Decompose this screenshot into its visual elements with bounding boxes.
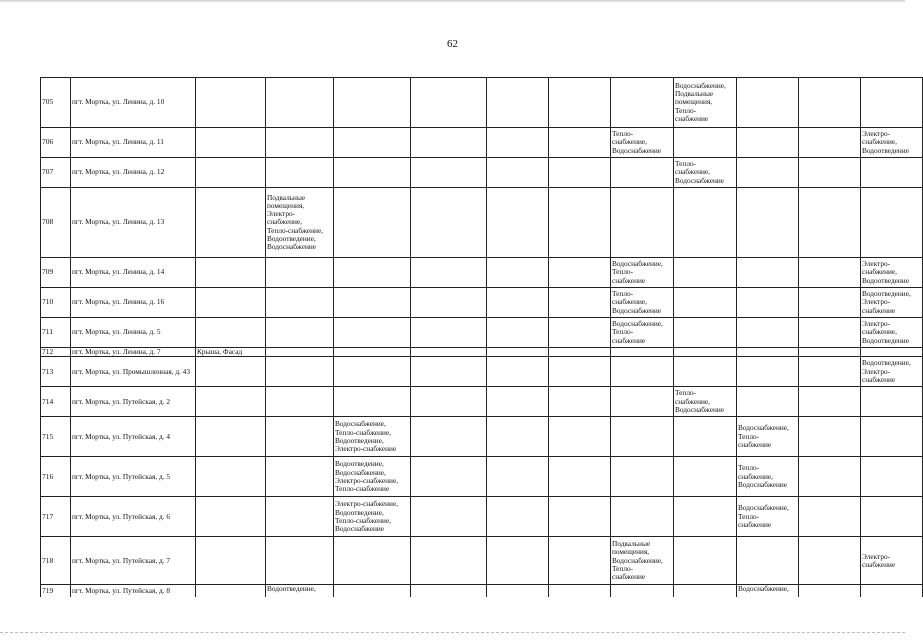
work-type-cell [674, 348, 737, 357]
work-type-cell [196, 128, 266, 158]
scan-edge-bottom [0, 632, 905, 635]
row-number: 707 [41, 158, 71, 188]
work-type-cell [549, 497, 611, 537]
work-type-cell [611, 585, 674, 597]
work-type-cell [266, 288, 334, 318]
row-number: 718 [41, 537, 71, 585]
work-type-cell [799, 158, 861, 188]
work-type-cell [549, 357, 611, 387]
work-type-cell [674, 258, 737, 288]
work-type-cell [266, 78, 334, 128]
work-type-cell [799, 457, 861, 497]
work-type-cell [487, 457, 549, 497]
work-type-cell [549, 417, 611, 457]
address-cell: пгт. Мортка, ул. Путейская, д. 5 [71, 457, 196, 497]
work-type-cell [334, 387, 411, 417]
work-type-cell [674, 357, 737, 387]
work-type-cell [196, 357, 266, 387]
address-cell: пгт. Мортка, ул. Ленина, д. 5 [71, 318, 196, 348]
work-type-cell [334, 318, 411, 348]
row-number: 705 [41, 78, 71, 128]
table-row [41, 387, 923, 417]
work-type-cell [487, 348, 549, 357]
work-type-cell [196, 78, 266, 128]
work-type-cell [861, 417, 923, 457]
table-row [41, 318, 923, 348]
work-type-cell [334, 128, 411, 158]
work-type-cell [674, 585, 737, 597]
row-number: 706 [41, 128, 71, 158]
work-type-cell [861, 348, 923, 357]
work-type-cell: Водоснабжение, [737, 585, 799, 597]
address-cell: пгт. Мортка, ул. Путейская, д. 8 [71, 585, 196, 597]
work-type-cell [549, 537, 611, 585]
work-type-cell [411, 585, 487, 597]
row-number: 714 [41, 387, 71, 417]
work-type-cell: Водоснабжение, Тепло- снабжение [611, 258, 674, 288]
work-type-cell [411, 387, 487, 417]
work-type-cell [266, 128, 334, 158]
work-type-cell [196, 497, 266, 537]
work-type-cell [196, 288, 266, 318]
work-type-cell [611, 387, 674, 417]
table-row [41, 128, 923, 158]
work-type-cell [737, 537, 799, 585]
work-type-cell [861, 78, 923, 128]
work-type-cell [411, 497, 487, 537]
work-type-cell [861, 158, 923, 188]
work-type-cell [411, 158, 487, 188]
work-type-cell [411, 288, 487, 318]
work-type-cell [487, 497, 549, 537]
work-type-cell [411, 258, 487, 288]
table-row [41, 188, 923, 258]
work-type-cell: Водоснабжение, Тепло- снабжение [737, 497, 799, 537]
work-type-cell [861, 585, 923, 597]
table-row [41, 258, 923, 288]
work-type-cell [196, 318, 266, 348]
work-type-cell [266, 537, 334, 585]
work-type-cell [674, 188, 737, 258]
work-type-cell [334, 288, 411, 318]
table-row [41, 288, 923, 318]
work-type-cell [611, 357, 674, 387]
row-number: 716 [41, 457, 71, 497]
work-type-cell [611, 457, 674, 497]
work-type-cell [737, 357, 799, 387]
work-type-cell [196, 258, 266, 288]
work-type-cell [799, 188, 861, 258]
work-type-cell [549, 158, 611, 188]
address-cell: пгт. Мортка, ул. Промышленная, д. 43 [71, 357, 196, 387]
work-type-cell [487, 288, 549, 318]
work-type-cell [549, 188, 611, 258]
address-cell: пгт. Мортка, ул. Ленина, д. 12 [71, 158, 196, 188]
work-type-cell [334, 348, 411, 357]
work-type-cell [799, 258, 861, 288]
work-type-cell: Водоснабжение, Тепло-снабжение, Водоотведение, Электро-снабжение [334, 417, 411, 457]
work-type-cell [799, 288, 861, 318]
work-type-cell [737, 188, 799, 258]
row-number: 711 [41, 318, 71, 348]
work-type-cell [674, 318, 737, 348]
work-type-cell [196, 537, 266, 585]
work-type-cell [737, 78, 799, 128]
work-type-cell [549, 457, 611, 497]
work-type-cell [674, 497, 737, 537]
work-type-cell [411, 348, 487, 357]
work-type-cell [799, 78, 861, 128]
work-type-cell [549, 288, 611, 318]
work-type-cell [674, 288, 737, 318]
row-number: 713 [41, 357, 71, 387]
work-type-cell: Электро- снабжение, Водоотведение [861, 318, 923, 348]
table-row [41, 585, 923, 597]
address-cell: пгт. Мортка, ул. Ленина, д. 13 [71, 188, 196, 258]
work-type-cell [611, 497, 674, 537]
work-type-cell [334, 357, 411, 387]
row-number: 708 [41, 188, 71, 258]
work-type-cell [196, 387, 266, 417]
work-type-cell [196, 457, 266, 497]
address-cell: пгт. Мортка, ул. Ленина, д. 7 [71, 348, 196, 357]
work-type-cell: Водоснабжение, Подвальные помещения, Тепло- снабжение [674, 78, 737, 128]
work-type-cell [487, 78, 549, 128]
work-type-cell [674, 537, 737, 585]
work-type-cell [487, 258, 549, 288]
work-type-cell [861, 497, 923, 537]
work-type-cell [737, 288, 799, 318]
scan-edge-top [0, 0, 905, 3]
work-type-cell [549, 128, 611, 158]
table-row [41, 348, 923, 357]
address-cell: пгт. Мортка, ул. Путейская, д. 7 [71, 537, 196, 585]
work-type-cell [861, 457, 923, 497]
work-type-cell: Подвальные помещения, Электро- снабжение, Тепло-снабжение, Водоотведение, Водоснабжение [266, 188, 334, 258]
work-type-cell [611, 348, 674, 357]
work-type-cell [266, 258, 334, 288]
work-type-cell [487, 357, 549, 387]
table-row [41, 537, 923, 585]
table-row [41, 78, 923, 128]
work-type-cell [487, 417, 549, 457]
row-number: 717 [41, 497, 71, 537]
work-type-cell: Крыша, Фасад [196, 348, 266, 357]
work-type-cell [266, 318, 334, 348]
work-type-cell [799, 357, 861, 387]
work-type-cell: Электро- снабжение [861, 537, 923, 585]
row-number: 712 [41, 348, 71, 357]
work-type-cell: Водоотведение, Водоснабжение, Электро-снабжение, Тепло-снабжение [334, 457, 411, 497]
work-type-cell [411, 537, 487, 585]
work-type-cell [487, 387, 549, 417]
work-type-cell [266, 417, 334, 457]
table-row [41, 357, 923, 387]
work-type-cell [674, 417, 737, 457]
row-number: 709 [41, 258, 71, 288]
work-type-cell [799, 585, 861, 597]
work-type-cell [737, 128, 799, 158]
work-type-cell [799, 348, 861, 357]
work-type-cell [487, 128, 549, 158]
work-type-cell [861, 387, 923, 417]
work-type-cell [487, 158, 549, 188]
work-type-cell: Водоотведение, [266, 585, 334, 597]
work-type-cell [196, 417, 266, 457]
work-type-cell: Водоотведение, Электро- снабжение [861, 357, 923, 387]
address-cell: пгт. Мортка, ул. Ленина, д. 10 [71, 78, 196, 128]
work-type-cell [487, 318, 549, 348]
work-type-cell [799, 318, 861, 348]
work-type-cell [411, 188, 487, 258]
work-type-cell [334, 188, 411, 258]
work-type-cell [799, 417, 861, 457]
work-type-cell [334, 78, 411, 128]
work-type-cell [411, 357, 487, 387]
capital-repair-table [40, 77, 923, 597]
table-row [41, 158, 923, 188]
work-type-cell [334, 585, 411, 597]
work-type-cell [799, 128, 861, 158]
work-type-cell [196, 188, 266, 258]
work-type-cell [549, 387, 611, 417]
work-type-cell [737, 158, 799, 188]
work-type-cell [611, 417, 674, 457]
work-type-cell [799, 387, 861, 417]
work-type-cell [411, 457, 487, 497]
work-type-cell [487, 585, 549, 597]
work-type-cell [611, 188, 674, 258]
work-type-cell [334, 158, 411, 188]
address-cell: пгт. Мортка, ул. Путейская, д. 2 [71, 387, 196, 417]
work-type-cell [674, 457, 737, 497]
work-type-cell [549, 78, 611, 128]
work-type-cell [266, 387, 334, 417]
address-cell: пгт. Мортка, ул. Путейская, д. 6 [71, 497, 196, 537]
work-type-cell [266, 357, 334, 387]
work-type-cell [196, 158, 266, 188]
work-type-cell: Тепло- снабжение, Водоснабжение [611, 288, 674, 318]
work-type-cell [196, 585, 266, 597]
work-type-cell: Водоотведение, Электро- снабжение [861, 288, 923, 318]
address-cell: пгт. Мортка, ул. Ленина, д. 11 [71, 128, 196, 158]
work-type-cell: Водоснабжение, Тепло- снабжение [737, 417, 799, 457]
work-type-cell: Тепло- снабжение, Водоснабжение [674, 387, 737, 417]
work-type-cell [266, 348, 334, 357]
work-type-cell [487, 537, 549, 585]
work-type-cell [411, 318, 487, 348]
row-number: 719 [41, 585, 71, 597]
row-number: 710 [41, 288, 71, 318]
address-cell: пгт. Мортка, ул. Путейская, д. 4 [71, 417, 196, 457]
work-type-cell [674, 128, 737, 158]
work-type-cell [266, 457, 334, 497]
address-cell: пгт. Мортка, ул. Ленина, д. 14 [71, 258, 196, 288]
work-type-cell: Тепло- снабжение, Водоснабжение [737, 457, 799, 497]
work-type-cell [737, 318, 799, 348]
work-type-cell: Электро- снабжение, Водоотведение [861, 128, 923, 158]
work-type-cell [266, 158, 334, 188]
work-type-cell: Тепло- снабжение, Водоснабжение [611, 128, 674, 158]
table-row [41, 497, 923, 537]
work-type-cell: Тепло- снабжение, Водоснабжение [674, 158, 737, 188]
work-type-cell: Подвальные помещения, Водоснабжение, Тепло- снабжение [611, 537, 674, 585]
work-type-cell [549, 348, 611, 357]
address-cell: пгт. Мортка, ул. Ленина, д. 16 [71, 288, 196, 318]
row-number: 715 [41, 417, 71, 457]
table-row [41, 457, 923, 497]
work-type-cell [611, 158, 674, 188]
work-type-cell: Водоснабжение, Тепло- снабжение [611, 318, 674, 348]
work-type-cell [737, 348, 799, 357]
work-type-cell [334, 258, 411, 288]
table-row [41, 417, 923, 457]
work-type-cell: Электро- снабжение, Водоотведение [861, 258, 923, 288]
work-type-cell [737, 387, 799, 417]
work-type-cell [799, 537, 861, 585]
work-type-cell [266, 497, 334, 537]
work-type-cell [861, 188, 923, 258]
work-type-cell [549, 585, 611, 597]
work-type-cell [487, 188, 549, 258]
work-type-cell [411, 417, 487, 457]
work-type-cell [411, 128, 487, 158]
work-type-cell [799, 497, 861, 537]
work-type-cell [549, 258, 611, 288]
work-type-cell [411, 78, 487, 128]
page-number: 62 [447, 38, 458, 50]
work-type-cell [549, 318, 611, 348]
work-type-cell [737, 258, 799, 288]
work-type-cell [334, 537, 411, 585]
work-type-cell: Электро-снабжение, Водоотведение, Тепло-снабжение, Водоснабжение [334, 497, 411, 537]
work-type-cell [611, 78, 674, 128]
